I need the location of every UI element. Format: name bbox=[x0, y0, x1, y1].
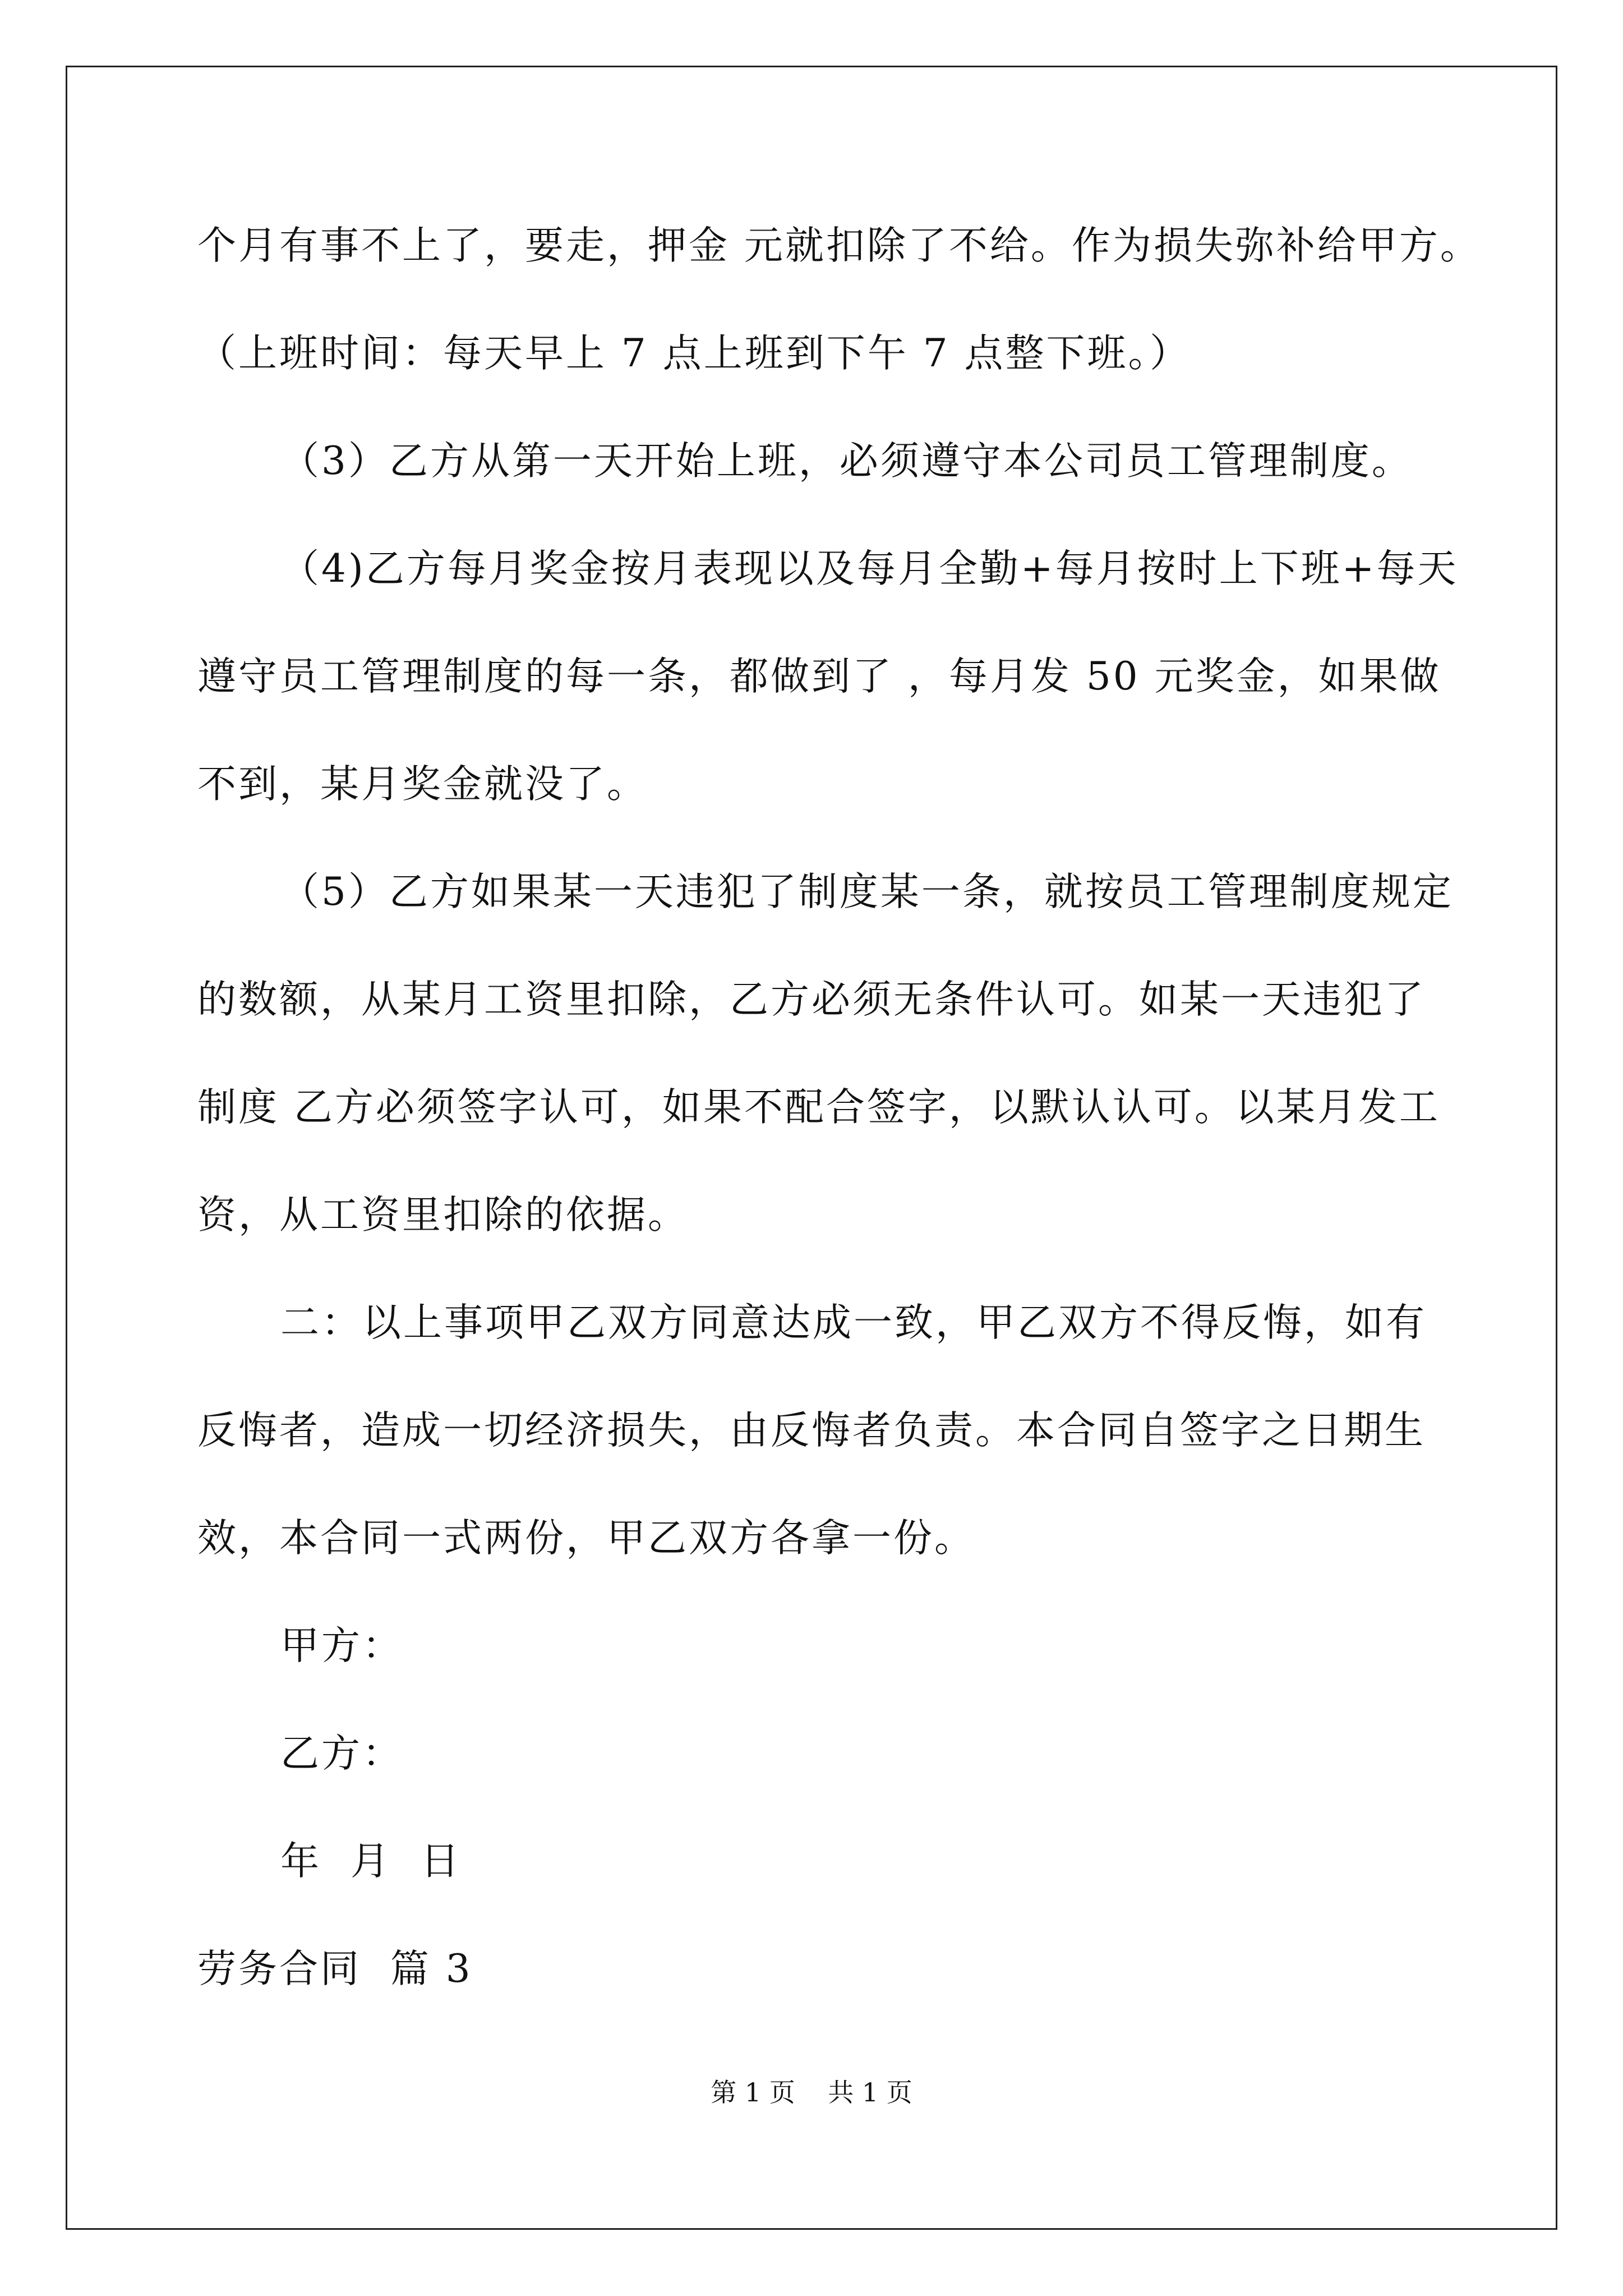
paragraph-line: 的数额，从某月工资里扣除，乙方必须无条件认可。如某一天违犯了 bbox=[197, 977, 1426, 1022]
paragraph-line: 二：以上事项甲乙双方同意达成一致，甲乙双方不得反悔，如有 bbox=[280, 1300, 1427, 1345]
paragraph-line: 个月有事不上了，要走，押金 元就扣除了不给。作为损失弥补给甲方。 bbox=[197, 223, 1481, 268]
paragraph-line: （5）乙方如果某一天违犯了制度某一条，就按员工管理制度规定 bbox=[280, 869, 1454, 914]
paragraph-line: （上班时间：每天早上 7 点上班到下午 7 点整下班。） bbox=[197, 331, 1191, 376]
section-heading: 劳务合同 篇 3 bbox=[197, 1947, 473, 1991]
page-border bbox=[66, 66, 1557, 2230]
paragraph-line: （4)乙方每月奖金按月表现以及每月全勤+每月按时上下班+每天 bbox=[280, 546, 1459, 591]
signature-party-b: 乙方： bbox=[280, 1731, 403, 1776]
page-number-footer: 第 1 页 共 1 页 bbox=[711, 2077, 912, 2108]
paragraph-line: 资，从工资里扣除的依据。 bbox=[197, 1193, 689, 1237]
paragraph-line: 反悔者，造成一切经济损失，由反悔者负责。本合同自签字之日期生 bbox=[197, 1408, 1426, 1453]
signature-date: 年 月 日 bbox=[280, 1839, 462, 1884]
paragraph-line: 制度 乙方必须签字认可，如果不配合签字，以默认认可。以某月发工 bbox=[197, 1085, 1440, 1130]
paragraph-line: 遵守员工管理制度的每一条，都做到了 ，每月发 50 元奖金，如果做 bbox=[197, 654, 1441, 699]
paragraph-line: 效，本合同一式两份，甲乙双方各拿一份。 bbox=[197, 1516, 975, 1561]
paragraph-line: （3）乙方从第一天开始上班，必须遵守本公司员工管理制度。 bbox=[280, 439, 1413, 484]
signature-party-a: 甲方： bbox=[280, 1623, 403, 1668]
paragraph-line: 不到，某月奖金就没了。 bbox=[197, 762, 648, 807]
